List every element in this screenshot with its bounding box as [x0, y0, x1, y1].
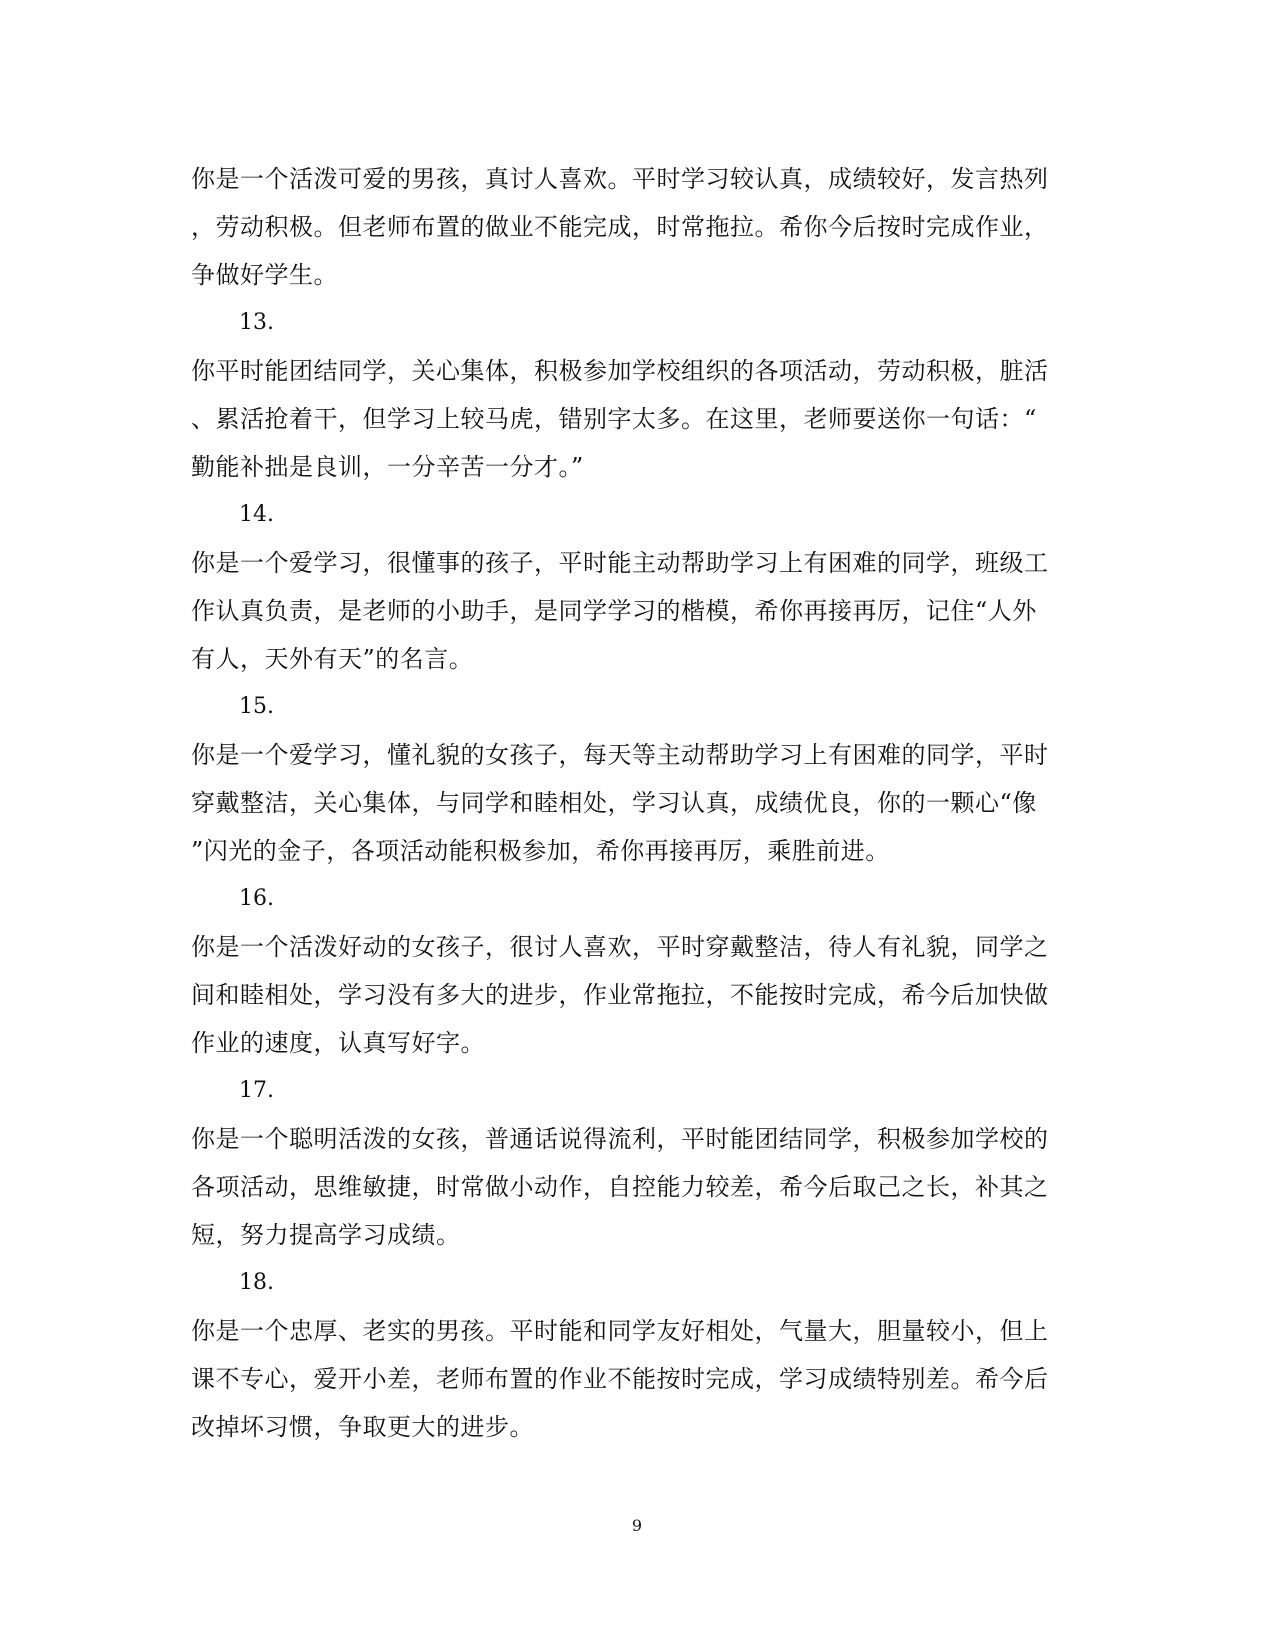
text-line: 争做好学生。 [191, 261, 338, 289]
text-line: ”闪光的金子，各项活动能积极参加，希你再接再厉，乘胜前进。 [191, 837, 890, 865]
item-number: 16. [239, 886, 274, 911]
text-line: 你是一个爱学习，很懂事的孩子，平时能主动帮助学习上有困难的同学，班级工 [191, 549, 1049, 577]
text-line: 你是一个聪明活泼的女孩，普通话说得流利，平时能团结同学，积极参加学校的 [191, 1125, 1049, 1153]
text-line: 穿戴整洁，关心集体，与同学和睦相处，学习认真，成绩优良，你的一颗心“像 [191, 789, 1037, 817]
text-line: 课不专心，爱开小差，老师布置的作业不能按时完成，学习成绩特别差。希今后 [191, 1365, 1049, 1393]
comment-block [191, 875, 1071, 1067]
text-line: 改掉坏习惯，争取更大的进步。 [191, 1413, 534, 1441]
comment-block [191, 1067, 1071, 1259]
text-line: 你是一个爱学习，懂礼貌的女孩子，每天等主动帮助学习上有困难的同学，平时 [191, 741, 1049, 769]
text-line: 短，努力提高学习成绩。 [191, 1221, 461, 1249]
text-line: ，劳动积极。但老师布置的做业不能完成，时常拖拉。希你今后按时完成作业， [191, 213, 1049, 241]
comment-block [191, 155, 1071, 299]
text-line: 你平时能团结同学，关心集体，积极参加学校组织的各项活动，劳动积极，脏活 [191, 357, 1049, 385]
item-number: 18. [239, 1270, 274, 1295]
comment-block [191, 683, 1071, 875]
page-number: 9 [631, 1516, 643, 1535]
text-line: 有人，天外有天”的名言。 [191, 645, 474, 673]
comment-block [191, 1259, 1071, 1451]
text-line: 间和睦相处，学习没有多大的进步，作业常拖拉，不能按时完成，希今后加快做 [191, 981, 1049, 1009]
item-number: 14. [239, 502, 274, 527]
document-body [191, 155, 1071, 1451]
text-line: 你是一个活泼可爱的男孩，真讨人喜欢。平时学习较认真，成绩较好，发言热列 [191, 165, 1049, 193]
item-number: 17. [239, 1078, 274, 1103]
text-line: 你是一个忠厚、老实的男孩。平时能和同学友好相处，气量大，胆量较小，但上 [191, 1317, 1049, 1345]
comment-block [191, 491, 1071, 683]
text-line: 作业的速度，认真写好字。 [191, 1029, 485, 1057]
text-line: 你是一个活泼好动的女孩子，很讨人喜欢，平时穿戴整洁，待人有礼貌，同学之 [191, 933, 1049, 961]
text-line: 勤能补拙是良训，一分辛苦一分才。” [191, 453, 584, 481]
text-line: 作认真负责，是老师的小助手，是同学学习的楷模，希你再接再厉，记住“人外 [191, 597, 1037, 625]
comment-block [191, 299, 1071, 491]
item-number: 13. [239, 310, 274, 335]
text-line: 各项活动，思维敏捷，时常做小动作，自控能力较差，希今后取己之长，补其之 [191, 1173, 1049, 1201]
text-line: 、累活抢着干，但学习上较马虎，错别字太多。在这里，老师要送你一句话：“ [191, 405, 1037, 433]
item-number: 15. [239, 694, 274, 719]
